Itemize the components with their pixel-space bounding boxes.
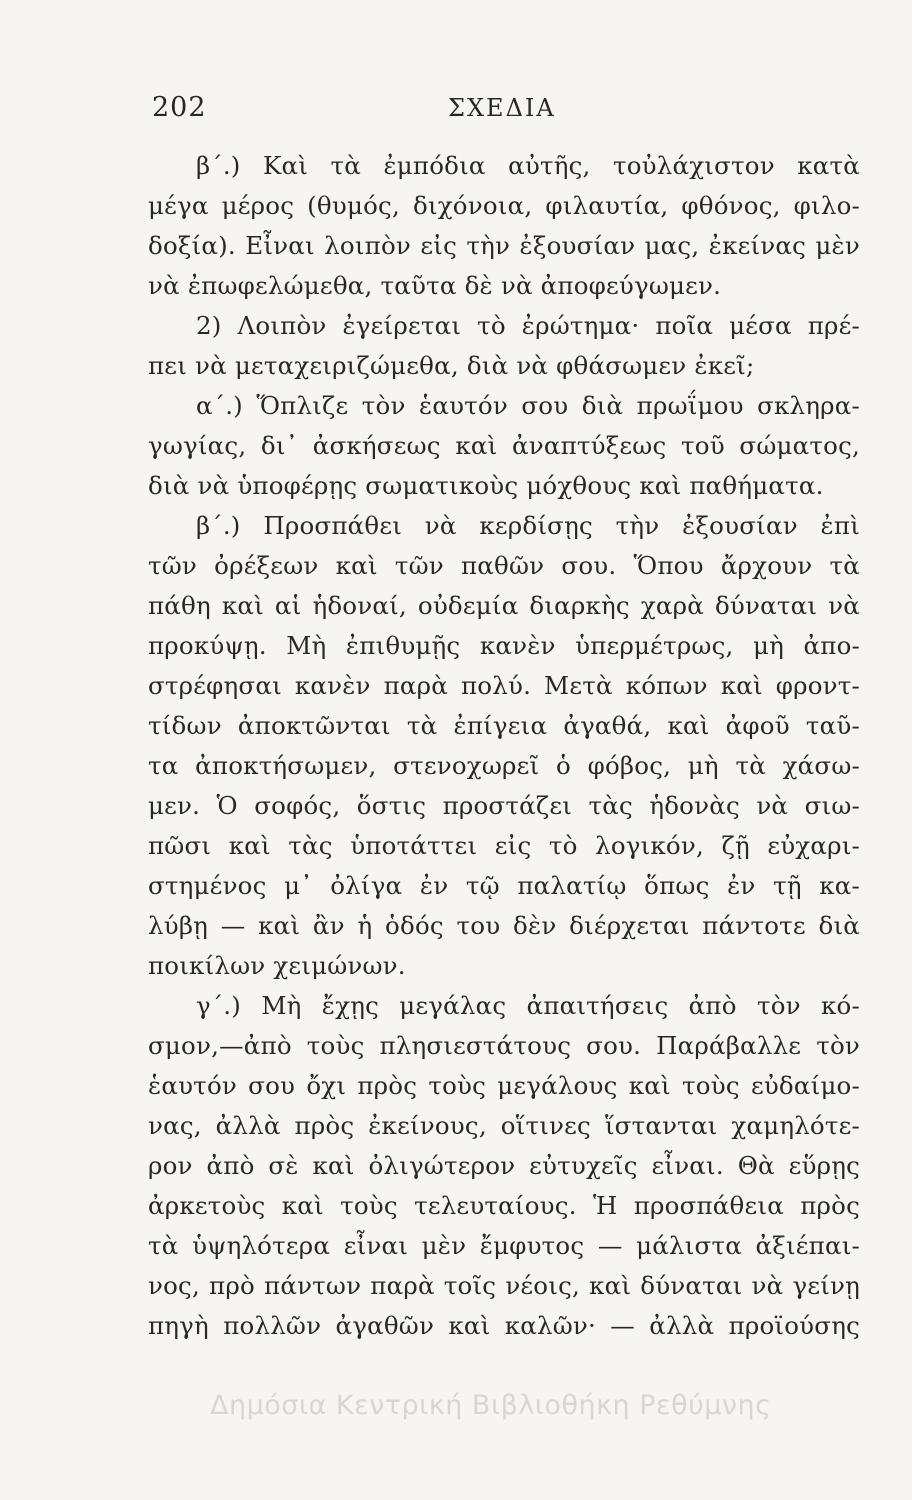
text-line: τίδων ἀποκτῶνται τὰ ἐπίγεια ἀγαθά, καὶ ἀφοῦ ταῦ- [148,711,860,740]
running-title: ΣΧΕΔΙΑ [448,94,556,122]
text-line: πει νὰ μεταχειριζώμεθα, διὰ νὰ φθάσωμεν ἐκεῖ; [148,351,755,380]
text-line: σμον,—ἀπὸ τοὺς πλησιεστάτους σου. Παράβαλλε τὸν [148,1031,860,1060]
text-line: νὰ ἐπωφελώμεθα, ταῦτα δὲ νὰ ἀποφεύγωμεν. [148,271,722,300]
running-head [152,92,872,132]
text-line: ἀρκετοὺς καὶ τοὺς τελευταίους. Ἡ προσπάθεια πρὸς [148,1191,860,1220]
text-line: νας, ἀλλὰ πρὸς ἐκείνους, οἵτινες ἵστανται χαμηλότε- [148,1111,860,1140]
text-line: γωγίας, δι᾽ ἀσκήσεως καὶ ἀναπτύξεως τοῦ σώματος, [148,431,860,460]
text-line: πῶσι καὶ τὰς ὑποτάττει εἰς τὸ λογικόν, ζῇ εὐχαρι- [148,831,860,860]
text-line: πηγὴ πολλῶν ἀγαθῶν καὶ καλῶν· — ἀλλὰ προϊούσης [148,1311,860,1340]
text-line: τὰ ὑψηλότερα εἶναι μὲν ἔμφυτος — μάλιστα ἀξιέπαι- [148,1231,860,1260]
text-line: προκύψῃ. Μὴ ἐπιθυμῇς κανὲν ὑπερμέτρως, μὴ ἀπο- [148,631,860,660]
text-line: τῶν ὀρέξεων καὶ τῶν παθῶν σου. Ὅπου ἄρχουν τὰ [148,551,860,580]
page-number: 202 [152,92,207,123]
text-line: 2) Λοιπὸν ἐγείρεται τὸ ἐρώτημα· ποῖα μέσα πρέ- [196,311,860,340]
text-line: ἑαυτόν σου ὄχι πρὸς τοὺς μεγάλους καὶ τοὺς εὐδαίμο- [148,1071,860,1100]
text-line: α΄.) Ὅπλιζε τὸν ἑαυτόν σου διὰ πρωΐμου σκληρα- [196,391,860,420]
text-line: ρον ἀπὸ σὲ καὶ ὀλιγώτερον εὐτυχεῖς εἶναι. Θὰ εὕρῃς [148,1151,860,1180]
text-line: μεν. Ὁ σοφός, ὅστις προστάζει τὰς ἡδονὰς νὰ σιω- [148,791,860,820]
text-line: στρέφησαι κανὲν παρὰ πολύ. Μετὰ κόπων καὶ φροντ- [148,671,860,700]
text-line: πάθη καὶ αἱ ἡδοναί, οὐδεμία διαρκὴς χαρὰ δύναται νὰ [148,591,860,620]
text-line: νος, πρὸ πάντων παρὰ τοῖς νέοις, καὶ δύναται νὰ γείνῃ [148,1271,860,1300]
text-line: μέγα μέρος (θυμός, διχόνοια, φιλαυτία, φθόνος, φιλο- [148,191,860,220]
library-watermark: Δημόσια Κεντρική Βιβλιοθήκη Ρεθύμνης [210,1390,772,1421]
text-line: λύβῃ — καὶ ἂν ἡ ὁδός του δὲν διέρχεται πάντοτε διὰ [148,911,860,940]
text-line: γ΄.) Μὴ ἔχῃς μεγάλας ἀπαιτήσεις ἀπὸ τὸν κό- [196,991,860,1020]
text-line: διὰ νὰ ὑποφέρῃς σωματικοὺς μόχθους καὶ παθήματα. [148,471,824,500]
text-line: β΄.) Καὶ τὰ ἐμπόδια αὐτῆς, τοὐλάχιστον κατὰ [196,151,860,180]
text-line: δοξία). Εἶναι λοιπὸν εἰς τὴν ἐξουσίαν μας, ἐκείνας μὲν [148,231,860,260]
text-line: τα ἀποκτήσωμεν, στενοχωρεῖ ὁ φόβος, μὴ τὰ χάσω- [148,751,860,780]
text-line: ποικίλων χειμώνων. [148,951,406,980]
text-line: στημένος μ᾽ ὀλίγα ἐν τῷ παλατίῳ ὅπως ἐν τῇ κα- [148,871,860,900]
text-line: β΄.) Προσπάθει νὰ κερδίσῃς τὴν ἐξουσίαν ἐπὶ [196,511,860,540]
